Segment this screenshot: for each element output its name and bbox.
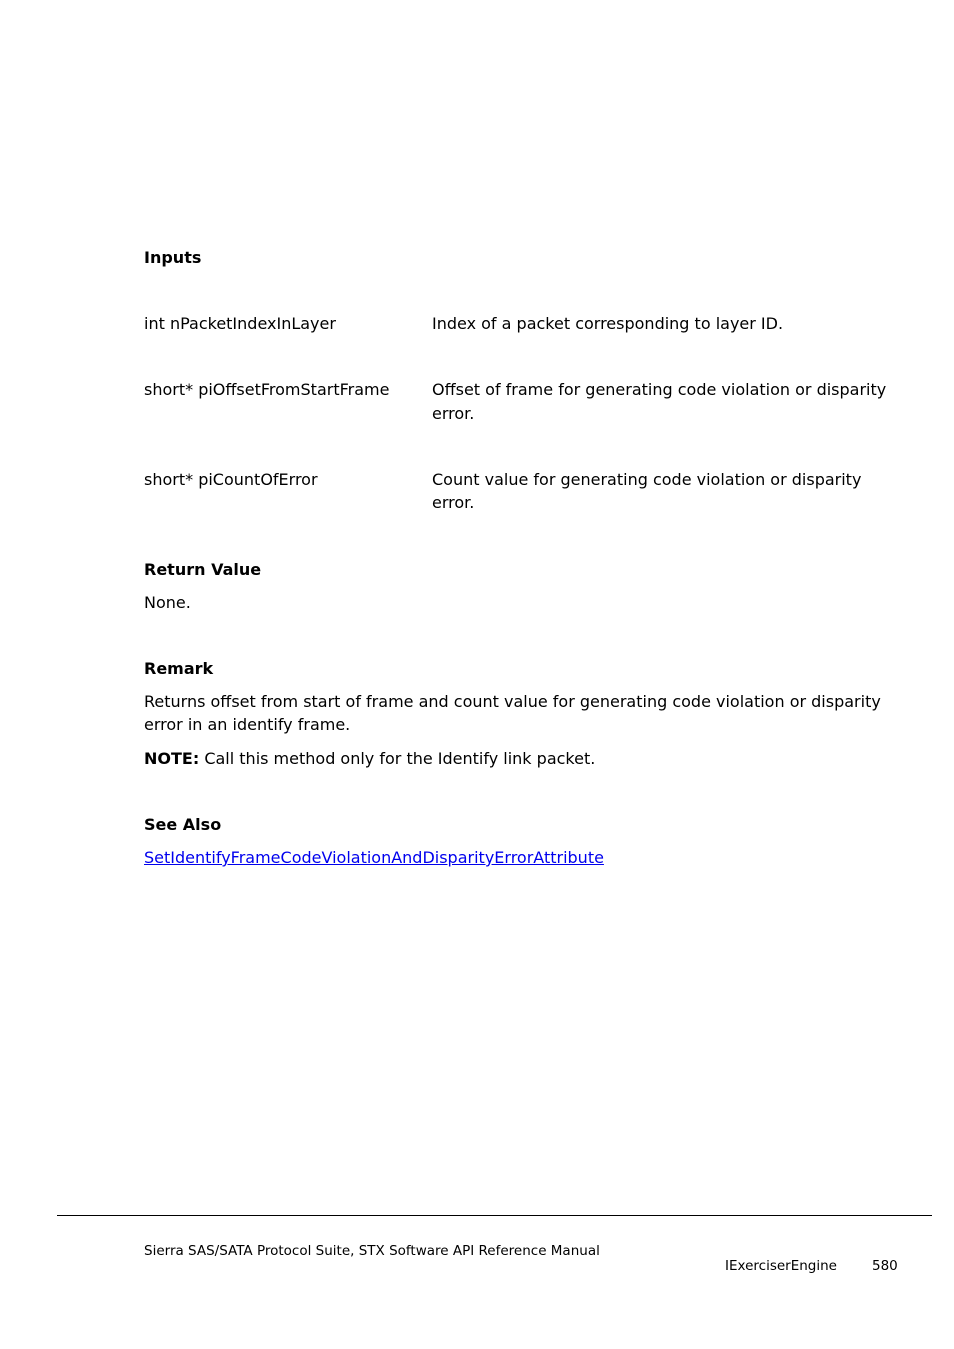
return-value-heading: Return Value [144, 560, 262, 579]
footer-manual-title: Sierra SAS/SATA Protocol Suite, STX Software API Reference Manual [144, 1243, 600, 1259]
inputs-heading: Inputs [144, 248, 202, 267]
remark-heading: Remark [144, 659, 214, 678]
footer-page-number: 580 [872, 1258, 898, 1274]
footer-section-name: IExerciserEngine [725, 1258, 837, 1274]
param-desc-count-line1: Count value for generating code violation or disparity [432, 470, 862, 489]
param-desc-offset-line1: Offset of frame for generating code violation or disparity [432, 380, 887, 399]
param-name-packet-index: int nPacketIndexInLayer [144, 314, 336, 333]
return-value-text: None. [144, 593, 191, 612]
param-desc-offset-line2: error. [432, 404, 475, 423]
remark-line1: Returns offset from start of frame and count value for generating code violation or disparity [144, 692, 881, 711]
note-text: Call this method only for the Identify link packet. [199, 749, 596, 768]
see-also-link[interactable]: SetIdentifyFrameCodeViolationAndDisparityErrorAttribute [144, 848, 604, 867]
see-also-heading: See Also [144, 815, 222, 834]
param-desc-count-line2: error. [432, 493, 475, 512]
footer-divider [57, 1215, 932, 1216]
param-name-offset-from-start: short* piOffsetFromStartFrame [144, 380, 390, 399]
param-desc-packet-index: Index of a packet corresponding to layer ID. [432, 314, 784, 333]
note-paragraph [144, 747, 595, 770]
param-name-count-of-error: short* piCountOfError [144, 470, 318, 489]
note-label: NOTE: [144, 749, 200, 768]
remark-line2: error in an identify frame. [144, 715, 351, 734]
